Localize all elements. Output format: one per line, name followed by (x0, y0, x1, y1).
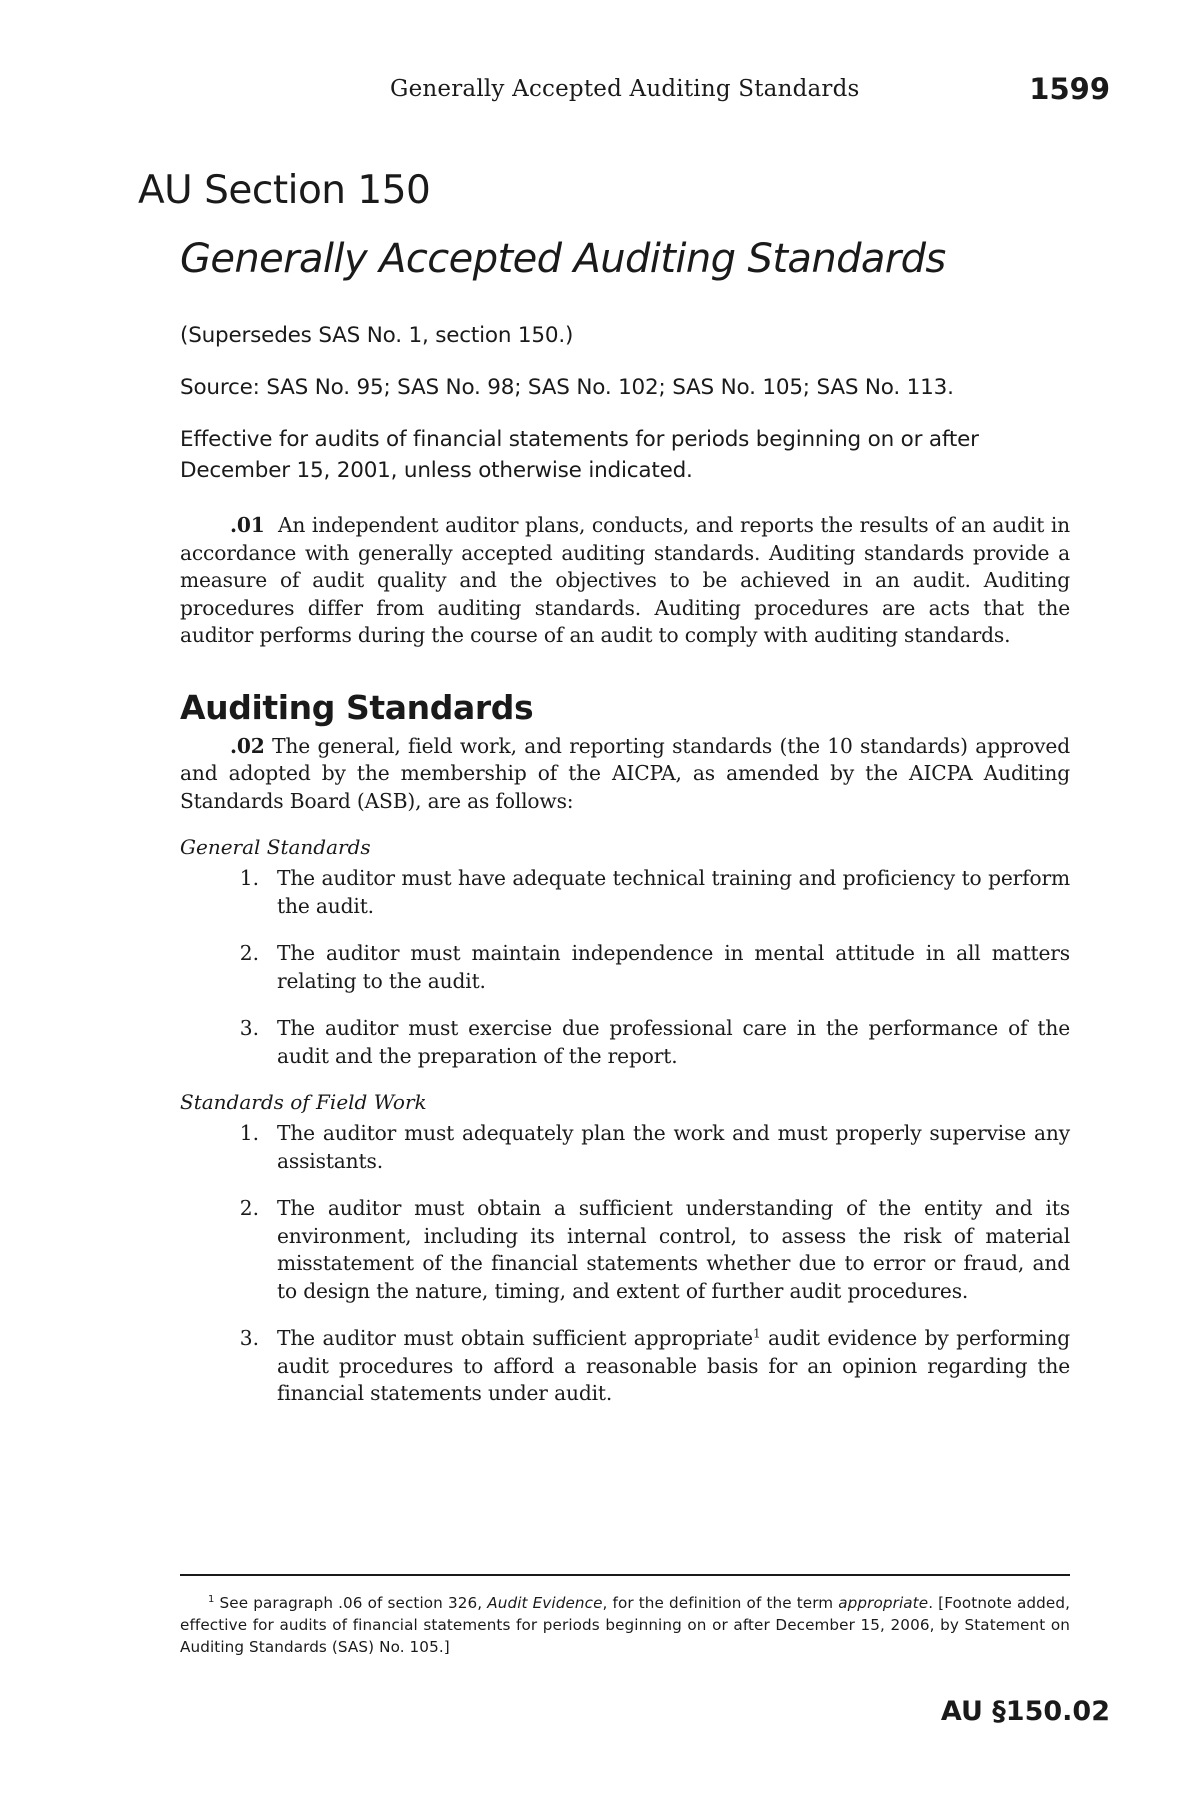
running-title: Generally Accepted Auditing Standards (390, 76, 860, 102)
paragraph-text: The general, field work, and reporting standards (the 10 standards) approved and adopted by the membership of the AICPA, as amended by the AICPA Auditing Standards Board (ASB), are as follows: (180, 733, 1070, 813)
running-header (180, 72, 1110, 112)
footnote-marker: 1 (208, 1593, 215, 1605)
list-item-text: The auditor must maintain independence in mental attitude in all matters relating to the audit. (277, 941, 1070, 993)
footnote-reference[interactable]: 1 (752, 1326, 761, 1341)
main-content (180, 320, 1070, 1428)
supersedes-note: (Supersedes SAS No. 1, section 150.) (180, 323, 574, 348)
list-item-text (277, 1325, 1070, 1408)
footnote-text-a: See paragraph .06 of section 326, (214, 1594, 488, 1612)
footnote-divider (180, 1574, 1070, 1576)
list-item-number: 3. (239, 1016, 259, 1040)
list-item-text: The auditor must have adequate technical training and proficiency to perform the audit. (277, 866, 1070, 918)
page-reference: AU §150.02 (940, 1696, 1110, 1727)
list-item-number: 1. (239, 866, 259, 890)
footnote-ref-title: Audit Evidence (487, 1594, 603, 1612)
field-work-standards-list (180, 1120, 1070, 1408)
paragraph-number: .02 (230, 733, 265, 758)
list-item-text-start: The auditor must obtain sufficient appropriate (277, 1326, 753, 1350)
subheading-field-work: Standards of Field Work (180, 1090, 427, 1114)
section-title: Generally Accepted Auditing Standards (180, 236, 946, 282)
page-number: 1599 (1029, 72, 1110, 106)
list-item (180, 940, 1070, 995)
list-item (180, 1195, 1070, 1305)
list-item (180, 865, 1070, 920)
section-label: AU Section 150 (138, 168, 431, 213)
list-item-number: 1. (239, 1121, 259, 1145)
list-item-text: The auditor must exercise due professional care in the performance of the audit and the preparation of the report. (277, 1016, 1070, 1068)
list-item-text-end: audit evidence by performing audit procedures to afford a reasonable basis for an opinion regarding the financial statements under audit. (277, 1326, 1070, 1405)
paragraph-number: .01 (230, 513, 265, 537)
list-item-text: The auditor must obtain a sufficient understanding of the entity and its environment, including its internal control, to assess the risk of material misstatement of the financial statements whether due to error or fraud, and to design the nature, timing, and extent of further audit procedures. (277, 1196, 1070, 1303)
list-item-number: 2. (239, 1196, 259, 1220)
list-item-number: 2. (239, 941, 259, 965)
effective-note: Effective for audits of financial statements for periods beginning on or after December 15, 2001, unless otherwise indicated. (180, 427, 979, 483)
list-item-text: The auditor must adequately plan the work and must properly supervise any assistants. (277, 1121, 1070, 1173)
list-item (180, 1325, 1070, 1408)
paragraph-01 (180, 512, 1070, 650)
paragraph-text: An independent auditor plans, conducts, and reports the results of an audit in accordance with generally accepted auditing standards. Auditing standards provide a measure of audit quality and the objectives to be achieved in an audit. Auditing procedures differ from auditing standards. Auditing procedures are acts that the auditor performs during the course of an audit to comply with auditing standards. (180, 513, 1070, 647)
footnote-text-c: . [Footnote added, effective for audits of financial statements for periods beginning on or after December 15, 2006, by Statement on Auditing Standards (SAS) No. 105.] (180, 1594, 1070, 1656)
list-item-number: 3. (239, 1326, 259, 1350)
footnote (180, 1592, 1070, 1658)
list-item (180, 1015, 1070, 1070)
footnote-text-b: , for the definition of the term (602, 1594, 839, 1612)
general-standards-list (180, 865, 1070, 1070)
source-note: Source: SAS No. 95; SAS No. 98; SAS No. 102; SAS No. 105; SAS No. 113. (180, 375, 954, 400)
list-item (180, 1120, 1070, 1175)
heading-auditing-standards: Auditing Standards (180, 687, 534, 727)
footnote-term: appropriate (838, 1594, 929, 1612)
subheading-general-standards: General Standards (180, 835, 371, 859)
paragraph-02 (180, 733, 1070, 816)
